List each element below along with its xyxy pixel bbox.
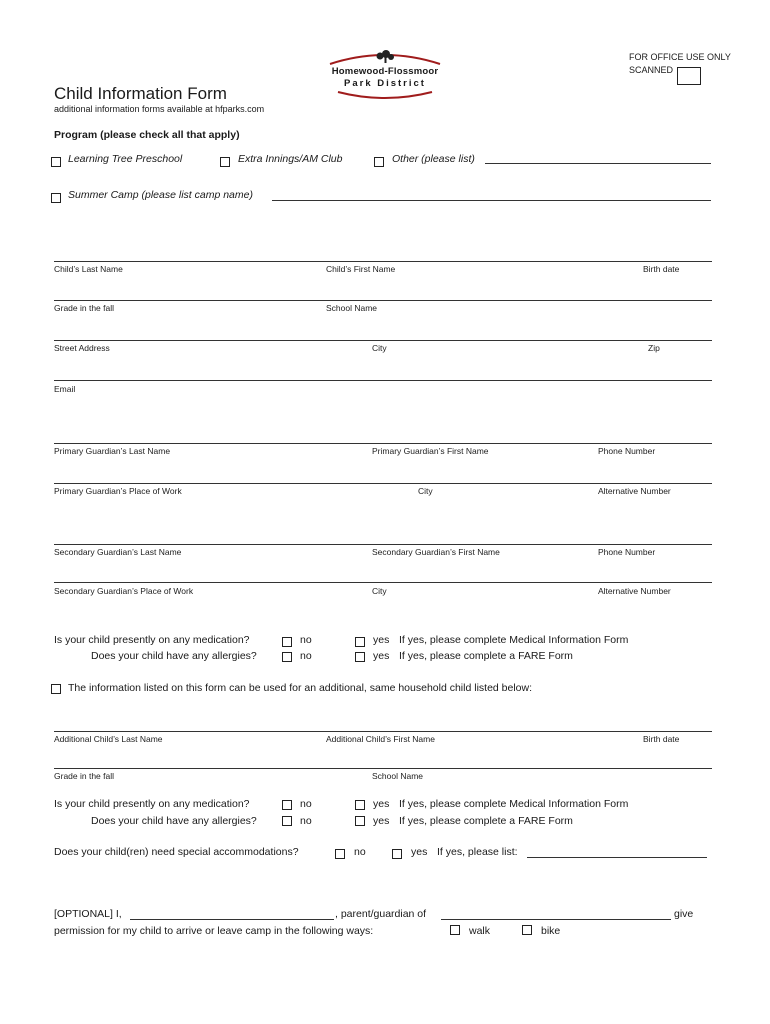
- medication-no-checkbox[interactable]: [282, 637, 292, 647]
- learning-tree-label: Learning Tree Preschool: [68, 153, 183, 165]
- additional-grade-school-line[interactable]: [54, 768, 712, 769]
- parent-name-input[interactable]: [130, 919, 334, 920]
- additional-birth-date-label: Birth date: [643, 734, 680, 744]
- primary-work-line[interactable]: [54, 483, 712, 484]
- office-use-label: FOR OFFICE USE ONLY: [629, 52, 731, 62]
- accommodations-yes-checkbox[interactable]: [392, 849, 402, 859]
- additional-grade-label: Grade in the fall: [54, 771, 115, 781]
- primary-work-label: Primary Guardian’s Place of Work: [54, 486, 182, 496]
- grade-label: Grade in the fall: [54, 303, 115, 313]
- logo-name-line2: Park District: [344, 78, 426, 89]
- walk-label: walk: [469, 925, 491, 937]
- child-name-line[interactable]: [54, 261, 712, 262]
- primary-phone-label: Phone Number: [598, 446, 656, 456]
- optional-line2: permission for my child to arrive or leave camp in the following ways:: [54, 925, 374, 937]
- summer-camp-label: Summer Camp (please list camp name): [68, 189, 253, 201]
- page-subtitle: additional information forms available at hfparks.com: [54, 104, 265, 114]
- allergy-yes-label-2: yes: [373, 815, 390, 827]
- accommodations-question: Does your child(ren) need special accommodations?: [54, 846, 299, 858]
- allergy-question: Does your child have any allergies?: [91, 650, 257, 662]
- additional-child-checkbox[interactable]: [51, 684, 61, 694]
- address-line[interactable]: [54, 340, 712, 341]
- medication-note-2: If yes, please complete Medical Information Form: [399, 798, 629, 810]
- extra-innings-checkbox[interactable]: [220, 157, 230, 167]
- park-district-logo: [326, 48, 444, 102]
- primary-guardian-line[interactable]: [54, 443, 712, 444]
- other-program-input[interactable]: [485, 163, 711, 164]
- medication-no-checkbox-2[interactable]: [282, 800, 292, 810]
- optional-prefix: [OPTIONAL] I,: [54, 908, 122, 920]
- allergy-yes-checkbox-2[interactable]: [355, 816, 365, 826]
- birth-date-label: Birth date: [643, 264, 680, 274]
- medication-note: If yes, please complete Medical Information Form: [399, 634, 629, 646]
- secondary-alt-label: Alternative Number: [598, 586, 671, 596]
- walk-checkbox[interactable]: [450, 925, 460, 935]
- additional-school-label: School Name: [372, 771, 424, 781]
- allergy-yes-checkbox[interactable]: [355, 652, 365, 662]
- allergy-note-2: If yes, please complete a FARE Form: [399, 815, 573, 827]
- medication-yes-checkbox-2[interactable]: [355, 800, 365, 810]
- allergy-no-label: no: [300, 650, 312, 662]
- allergy-no-label-2: no: [300, 815, 312, 827]
- medication-yes-label: yes: [373, 634, 390, 646]
- accommodations-no-label: no: [354, 846, 366, 858]
- email-label: Email: [54, 384, 76, 394]
- allergy-note: If yes, please complete a FARE Form: [399, 650, 573, 662]
- medication-no-label: no: [300, 634, 312, 646]
- program-heading: Program (please check all that apply): [54, 129, 240, 141]
- zip-label: Zip: [648, 343, 660, 353]
- secondary-work-line[interactable]: [54, 582, 712, 583]
- primary-first-name-label: Primary Guardian’s First Name: [372, 446, 489, 456]
- city-label: City: [372, 343, 387, 353]
- other-program-label: Other (please list): [392, 153, 475, 165]
- accommodations-input[interactable]: [527, 857, 707, 858]
- school-label: School Name: [326, 303, 378, 313]
- grade-school-line[interactable]: [54, 300, 712, 301]
- allergy-no-checkbox-2[interactable]: [282, 816, 292, 826]
- bike-label: bike: [541, 925, 561, 937]
- secondary-work-label: Secondary Guardian’s Place of Work: [54, 586, 194, 596]
- page-title: Child Information Form: [54, 84, 227, 103]
- additional-first-name-label: Additional Child’s First Name: [326, 734, 435, 744]
- scanned-checkbox[interactable]: [677, 67, 701, 85]
- email-line[interactable]: [54, 380, 712, 381]
- medication-yes-label-2: yes: [373, 798, 390, 810]
- bike-checkbox[interactable]: [522, 925, 532, 935]
- secondary-guardian-line[interactable]: [54, 544, 712, 545]
- medication-question-2: Is your child presently on any medication?: [54, 798, 250, 810]
- child-last-name-label: Child’s Last Name: [54, 264, 123, 274]
- other-program-checkbox[interactable]: [374, 157, 384, 167]
- primary-last-name-label: Primary Guardian’s Last Name: [54, 446, 171, 456]
- logo-name-line1: Homewood-Flossmoor: [331, 66, 439, 77]
- allergy-question-2: Does your child have any allergies?: [91, 815, 257, 827]
- allergy-no-checkbox[interactable]: [282, 652, 292, 662]
- child-first-name-label: Child’s First Name: [326, 264, 396, 274]
- child-name-input[interactable]: [441, 919, 671, 920]
- secondary-first-name-label: Secondary Guardian’s First Name: [372, 547, 500, 557]
- medication-question: Is your child presently on any medication?: [54, 634, 250, 646]
- accommodations-yes-label: yes: [411, 846, 428, 858]
- secondary-last-name-label: Secondary Guardian’s Last Name: [54, 547, 182, 557]
- allergy-yes-label: yes: [373, 650, 390, 662]
- medication-no-label-2: no: [300, 798, 312, 810]
- additional-child-statement: The information listed on this form can be used for an additional, same household child listed below:: [68, 682, 533, 694]
- street-label: Street Address: [54, 343, 110, 353]
- extra-innings-label: Extra Innings/AM Club: [238, 153, 343, 165]
- primary-city-label: City: [418, 486, 433, 496]
- optional-suffix: give: [674, 908, 694, 920]
- summer-camp-input[interactable]: [272, 200, 711, 201]
- secondary-phone-label: Phone Number: [598, 547, 656, 557]
- primary-alt-label: Alternative Number: [598, 486, 671, 496]
- accommodations-no-checkbox[interactable]: [335, 849, 345, 859]
- additional-child-name-line[interactable]: [54, 731, 712, 732]
- additional-last-name-label: Additional Child’s Last Name: [54, 734, 163, 744]
- secondary-city-label: City: [372, 586, 387, 596]
- learning-tree-checkbox[interactable]: [51, 157, 61, 167]
- medication-yes-checkbox[interactable]: [355, 637, 365, 647]
- summer-camp-checkbox[interactable]: [51, 193, 61, 203]
- optional-middle: , parent/guardian of: [335, 908, 427, 920]
- scanned-label: SCANNED: [629, 65, 674, 75]
- accommodations-note: If yes, please list:: [437, 846, 518, 858]
